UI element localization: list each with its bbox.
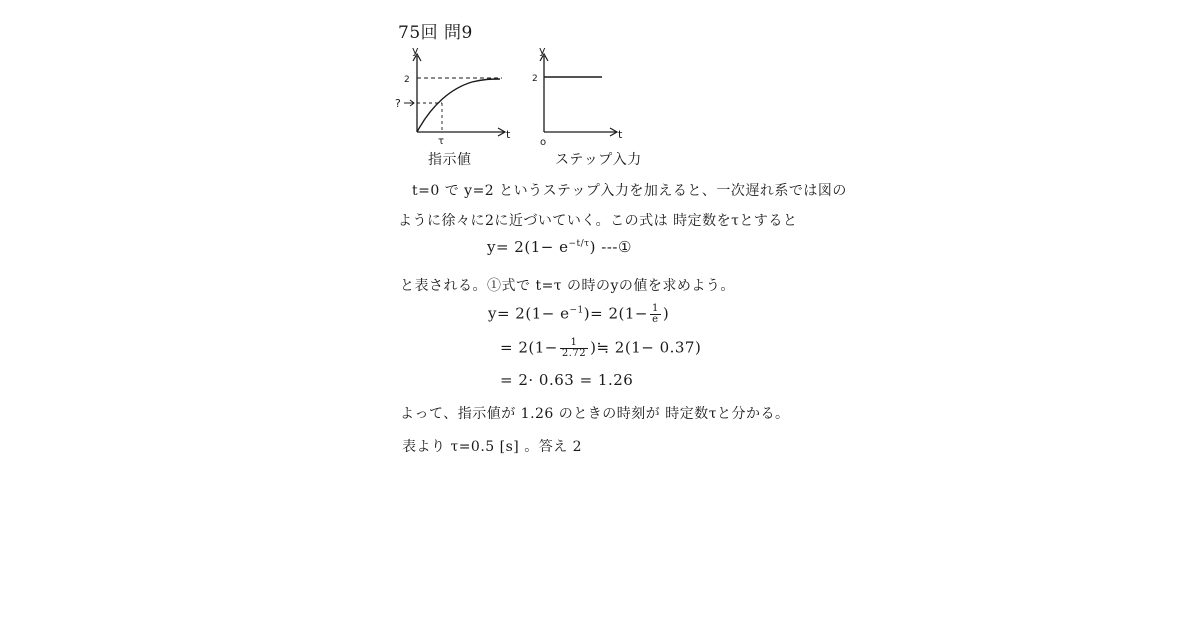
equation-2: [488, 304, 669, 325]
eq3-start: = 2(1−: [500, 338, 558, 357]
eq2-denominator: e: [652, 314, 659, 325]
eq2-fraction: [650, 304, 661, 325]
response-caption: 指示値: [428, 152, 472, 168]
equation-4: = 2· 0.63 = 1.26: [500, 371, 634, 389]
response-y-label: y: [412, 46, 419, 57]
step-graph: [518, 46, 658, 146]
text-line-4: よって、指示値が 1.26 のときの時刻が 時定数τと分かる。: [400, 406, 790, 422]
eq3-fraction: [560, 338, 588, 359]
step-caption: ステップ入力: [555, 152, 642, 168]
response-graph: [392, 46, 532, 146]
response-level-2: 2: [404, 75, 410, 85]
eq1-exponent: −t/τ: [568, 239, 590, 249]
eq3-numerator: 1: [560, 338, 588, 349]
step-x-label: t: [618, 128, 623, 141]
eq2-mid: )= 2(1−: [583, 304, 648, 323]
eq2-end: ): [662, 304, 670, 323]
step-y-label: y: [539, 46, 546, 57]
step-origin: o: [540, 137, 547, 146]
eq3-denominator: 2.72: [561, 348, 587, 359]
eq2-lhs: y= 2(1− e: [488, 304, 570, 323]
step-level-2: 2: [532, 74, 538, 84]
eq1-lhs: y= 2(1− e: [487, 238, 569, 256]
eq1-rhs: ) ---①: [589, 238, 632, 256]
text-line-3: と表される。①式で t=τ の時のyの値を求めよう。: [400, 278, 735, 294]
eq2-numerator: 1: [651, 303, 659, 314]
text-line-1: t=0 で y=2 というステップ入力を加えると、一次遅れ系では図の: [412, 183, 847, 199]
equation-3: [500, 338, 701, 359]
response-x-label: t: [506, 128, 511, 141]
response-tau: τ: [438, 136, 445, 146]
problem-title: 75回 問9: [398, 23, 473, 43]
eq3-end: )≒ 2(1− 0.37): [590, 338, 702, 357]
text-line-2: ように徐々に2に近づいていく。この式は 時定数をτとすると: [398, 213, 798, 229]
equation-1: [487, 238, 632, 256]
response-curve: [417, 79, 500, 132]
response-question: ?: [395, 97, 401, 110]
eq2-exponent: −1: [569, 305, 584, 316]
text-line-5: 表より τ=0.5 [s] 。答え 2: [402, 439, 583, 455]
